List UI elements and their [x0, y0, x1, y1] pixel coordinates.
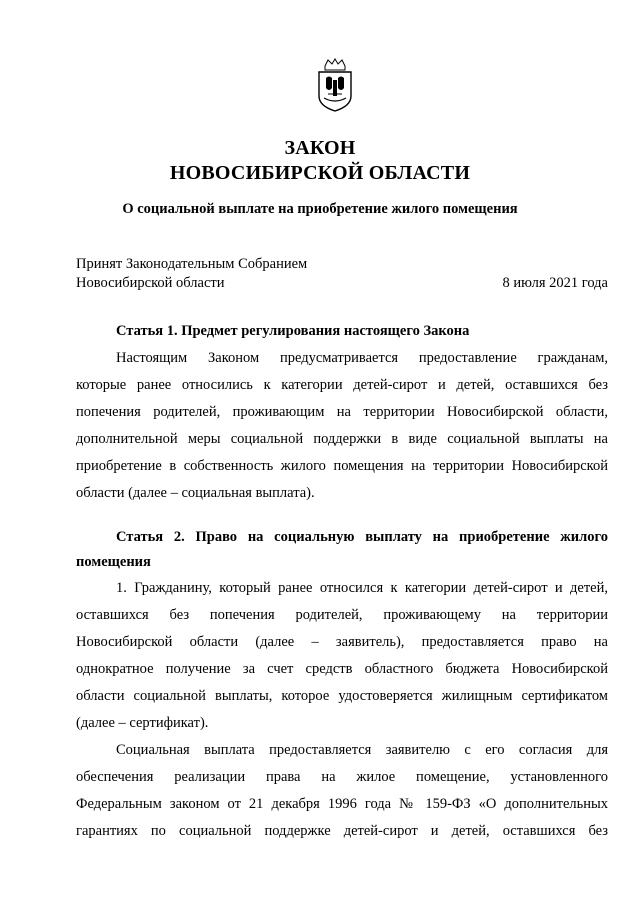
adoption-block: [76, 255, 307, 293]
text-line: 1. Гражданину, который ранее относился к категории детей-сирот и детей,: [116, 580, 608, 596]
region-title: НОВОСИБИРСКОЙ ОБЛАСТИ: [169, 162, 471, 184]
text-line: приобретение в собственность жилого помещения на территории Новосибирской: [76, 458, 608, 474]
text-line: однократное получение за счет средств областного бюджета Новосибирской: [76, 661, 608, 677]
text-line: Социальная выплата предоставляется заявителю с его согласия для: [116, 742, 608, 758]
text-line: которые ранее относились к категории детей-сирот и детей, оставшихся без: [76, 377, 608, 393]
text-line: области социальной выплаты, которое удостоверяется жилищным сертификатом: [76, 688, 608, 704]
text-line: Федеральным законом от 21 декабря 1996 года № 159-ФЗ «О дополнительных: [76, 796, 608, 812]
text-line: попечения родителей, проживающим на территории Новосибирской области,: [76, 404, 608, 420]
law-subtitle: О социальной выплате на приобретение жилого помещения: [122, 201, 518, 217]
adoption-line: Принят Законодательным Собранием: [76, 256, 308, 272]
coat-of-arms-icon: [316, 58, 354, 112]
article-heading: Статья 2. Право на социальную выплату на приобретение жилого: [116, 529, 608, 545]
law-title: ЗАКОН: [284, 137, 356, 159]
text-line: дополнительной меры социальной поддержки в виде социальной выплаты на: [76, 431, 608, 447]
article-heading: помещения: [76, 554, 151, 570]
text-line: гарантиях по социальной поддержке детей-сирот и детей, оставшихся без: [76, 823, 608, 839]
adoption-line: Новосибирской области: [76, 275, 225, 291]
text-line: оставшихся без попечения родителей, проживающему на территории: [76, 607, 608, 623]
adoption-date: 8 июля 2021 года: [502, 275, 608, 291]
text-line: Настоящим Законом предусматривается предоставление гражданам,: [116, 350, 608, 366]
text-line: (далее – сертификат).: [76, 715, 209, 731]
text-line: обеспечения реализации права на жилое помещение, установленного: [76, 769, 608, 785]
text-line: области (далее – социальная выплата).: [76, 485, 315, 501]
text-line: Новосибирской области (далее – заявитель), предоставляется право на: [76, 634, 608, 650]
article-heading: Статья 1. Предмет регулирования настоящего Закона: [116, 323, 470, 339]
